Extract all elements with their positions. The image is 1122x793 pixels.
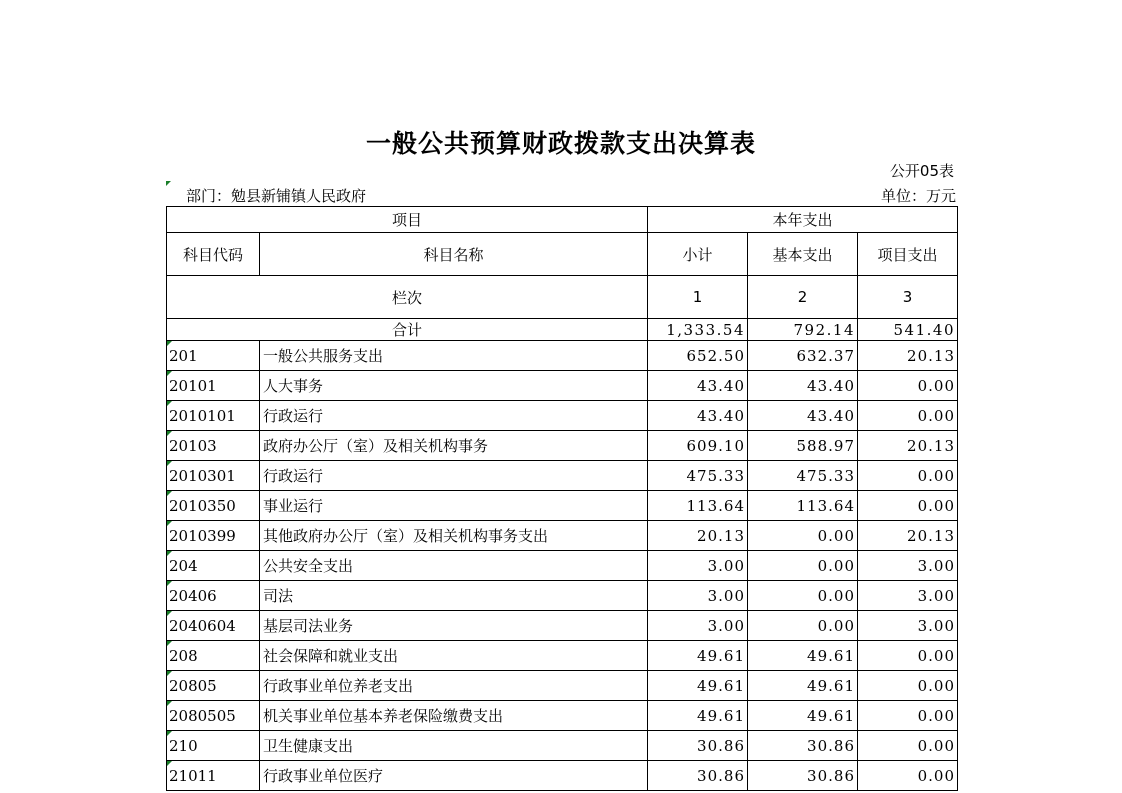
header-subject-code: 科目代码 [167, 233, 260, 276]
subject-code-cell: 21011 [167, 761, 260, 791]
basic-expense-cell: 113.64 [748, 491, 858, 521]
subject-code-cell: 201 [167, 341, 260, 371]
subtotal-cell: 475.33 [648, 461, 748, 491]
header-column-order: 栏次 [167, 276, 648, 319]
basic-expense-cell: 0.00 [748, 611, 858, 641]
header-project-expense: 项目支出 [858, 233, 958, 276]
subject-name-cell: 基层司法业务 [260, 611, 648, 641]
subtotal-cell: 609.10 [648, 431, 748, 461]
header-basic-expense: 基本支出 [748, 233, 858, 276]
basic-expense-cell: 43.40 [748, 371, 858, 401]
subtotal-cell: 652.50 [648, 341, 748, 371]
unit-label: 单位：万元 [880, 187, 956, 205]
basic-expense-cell: 43.40 [748, 401, 858, 431]
subject-name-cell: 社会保障和就业支出 [260, 641, 648, 671]
project-expense-cell: 0.00 [858, 401, 958, 431]
table-row [167, 641, 958, 671]
subject-name-cell: 政府办公厅（室）及相关机构事务 [260, 431, 648, 461]
project-expense-cell: 0.00 [858, 671, 958, 701]
project-expense-cell: 0.00 [858, 731, 958, 761]
basic-expense-cell: 632.37 [748, 341, 858, 371]
table-row [167, 701, 958, 731]
department-label: 部门：勉县新铺镇人民政府 [186, 187, 367, 205]
project-expense-cell: 0.00 [858, 701, 958, 731]
budget-table [166, 206, 958, 791]
subject-code-cell: 2010350 [167, 491, 260, 521]
subtotal-cell: 3.00 [648, 611, 748, 641]
subtotal-cell: 43.40 [648, 401, 748, 431]
subtotal-cell: 49.61 [648, 641, 748, 671]
header-col-1: 1 [648, 276, 748, 319]
basic-expense-cell: 49.61 [748, 641, 858, 671]
basic-expense-cell: 0.00 [748, 521, 858, 551]
subject-name-cell: 机关事业单位基本养老保险缴费支出 [260, 701, 648, 731]
table-row [167, 521, 958, 551]
project-expense-cell: 3.00 [858, 581, 958, 611]
subtotal-cell: 30.86 [648, 761, 748, 791]
subject-code-cell: 210 [167, 731, 260, 761]
subject-code-cell: 2080505 [167, 701, 260, 731]
subject-name-cell: 行政事业单位养老支出 [260, 671, 648, 701]
subject-name-cell: 事业运行 [260, 491, 648, 521]
subject-name-cell: 行政运行 [260, 401, 648, 431]
table-row [167, 551, 958, 581]
subject-name-cell: 公共安全支出 [260, 551, 648, 581]
subject-code-cell: 204 [167, 551, 260, 581]
header-col-2: 2 [748, 276, 858, 319]
subject-code-cell: 20101 [167, 371, 260, 401]
total-project: 541.40 [858, 319, 958, 341]
header-subject-name: 科目名称 [260, 233, 648, 276]
subtotal-cell: 113.64 [648, 491, 748, 521]
subject-code-cell: 2010101 [167, 401, 260, 431]
subject-code-cell: 2040604 [167, 611, 260, 641]
subject-code-cell: 20805 [167, 671, 260, 701]
basic-expense-cell: 588.97 [748, 431, 858, 461]
total-row [167, 319, 958, 341]
project-expense-cell: 3.00 [858, 551, 958, 581]
project-expense-cell: 0.00 [858, 761, 958, 791]
table-row [167, 581, 958, 611]
subject-name-cell: 行政事业单位医疗 [260, 761, 648, 791]
project-expense-cell: 20.13 [858, 431, 958, 461]
table-row [167, 671, 958, 701]
header-subtotal: 小计 [648, 233, 748, 276]
subject-code-cell: 2010399 [167, 521, 260, 551]
table-row [167, 491, 958, 521]
cell-comment-marker [166, 181, 171, 186]
project-expense-cell: 20.13 [858, 521, 958, 551]
basic-expense-cell: 30.86 [748, 731, 858, 761]
basic-expense-cell: 475.33 [748, 461, 858, 491]
project-expense-cell: 0.00 [858, 371, 958, 401]
basic-expense-cell: 0.00 [748, 551, 858, 581]
table-row [167, 371, 958, 401]
basic-expense-cell: 49.61 [748, 671, 858, 701]
subject-code-cell: 20406 [167, 581, 260, 611]
total-basic: 792.14 [748, 319, 858, 341]
subject-name-cell: 卫生健康支出 [260, 731, 648, 761]
basic-expense-cell: 49.61 [748, 701, 858, 731]
table-row [167, 761, 958, 791]
subtotal-cell: 20.13 [648, 521, 748, 551]
header-col-3: 3 [858, 276, 958, 319]
project-expense-cell: 3.00 [858, 611, 958, 641]
subtotal-cell: 30.86 [648, 731, 748, 761]
subject-name-cell: 人大事务 [260, 371, 648, 401]
header-current-year-expense: 本年支出 [648, 207, 958, 233]
subtotal-cell: 49.61 [648, 701, 748, 731]
header-item: 项目 [167, 207, 648, 233]
project-expense-cell: 20.13 [858, 341, 958, 371]
basic-expense-cell: 30.86 [748, 761, 858, 791]
table-row [167, 401, 958, 431]
page-title: 一般公共预算财政拨款支出决算表 [365, 129, 756, 158]
subtotal-cell: 49.61 [648, 671, 748, 701]
total-label: 合计 [167, 319, 648, 341]
subtotal-cell: 3.00 [648, 551, 748, 581]
subtotal-cell: 43.40 [648, 371, 748, 401]
subtotal-cell: 3.00 [648, 581, 748, 611]
basic-expense-cell: 0.00 [748, 581, 858, 611]
subject-name-cell: 其他政府办公厅（室）及相关机构事务支出 [260, 521, 648, 551]
table-row [167, 731, 958, 761]
subject-code-cell: 208 [167, 641, 260, 671]
table-row [167, 611, 958, 641]
subject-name-cell: 行政运行 [260, 461, 648, 491]
project-expense-cell: 0.00 [858, 641, 958, 671]
table-row [167, 431, 958, 461]
subject-code-cell: 2010301 [167, 461, 260, 491]
form-number: 公开05表 [889, 162, 954, 180]
project-expense-cell: 0.00 [858, 491, 958, 521]
total-subtotal: 1,333.54 [648, 319, 748, 341]
subject-name-cell: 一般公共服务支出 [260, 341, 648, 371]
table-row [167, 341, 958, 371]
subject-code-cell: 20103 [167, 431, 260, 461]
project-expense-cell: 0.00 [858, 461, 958, 491]
table-row [167, 461, 958, 491]
subject-name-cell: 司法 [260, 581, 648, 611]
